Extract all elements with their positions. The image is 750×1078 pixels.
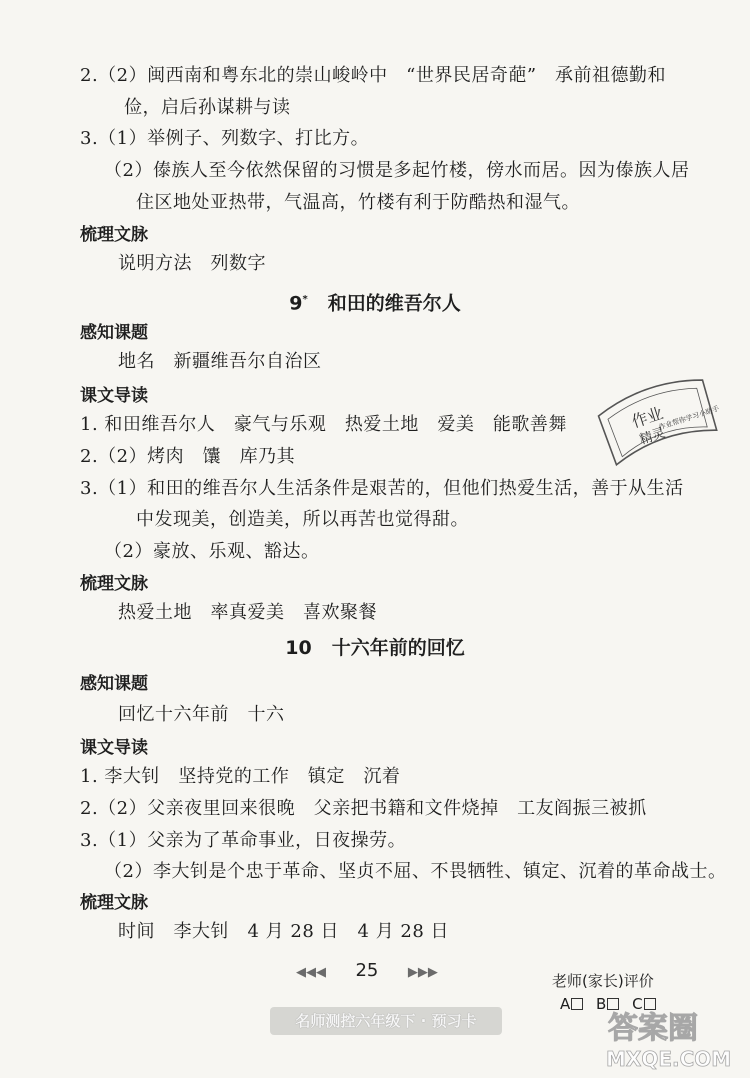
stamp-text: 精灵 [637,425,668,448]
next-arrows-icon: ▶▶▶ [407,965,438,980]
evaluation-label: 老师(家长)评价 [552,972,654,990]
grade-options: A B C [560,995,664,1013]
answer-line: 2.（2）闽西南和粤东北的崇山峻岭中 “世界民居奇葩” 承前祖德勤和 [80,65,667,86]
watermark-logo [600,1000,745,1072]
watermark-text: 答案圈 [608,1011,698,1046]
answer-line: 1. 李大钊 坚持党的工作 镇定 沉着 [80,766,401,787]
answer-line: 热爱土地 率真爱美 喜欢聚餐 [118,602,377,623]
answer-line: 俭，启后孙谋耕与读 [124,97,291,118]
answer-line: 3.（1）父亲为了革命事业，日夜操劳。 [80,830,407,851]
lesson-title: 9* 和田的维吾尔人 [289,292,461,315]
section-heading: 课文导读 [80,738,148,758]
answer-line: 中发现美，创造美，所以再苦也觉得甜。 [136,509,469,530]
section-heading: 梳理文脉 [80,225,148,245]
answer-line: 说明方法 列数字 [118,253,266,274]
stamp-text: 作业帮你学习小助手 [657,404,721,432]
answer-line: 2.（2）父亲夜里回来很晚 父亲把书籍和文件烧掉 工友阎振三被抓 [80,798,647,819]
prev-arrows-icon: ◀◀◀ [296,965,326,980]
stamp-logo [592,368,722,468]
section-heading: 梳理文脉 [80,893,148,913]
answer-line: （2）傣族人至今依然保留的习惯是多起竹楼，傍水而居。因为傣族人居 [104,160,690,181]
section-heading: 梳理文脉 [80,574,148,594]
section-heading: 感知课题 [80,674,148,694]
answer-line: 回忆十六年前 十六 [118,704,285,725]
answer-line: （2）李大钊是个忠于革命、坚贞不屈、不畏牺牲、镇定、沉着的革命战士。 [104,861,727,882]
watermark-url: MXQE.COM [606,1047,732,1071]
section-heading: 课文导读 [80,386,148,406]
page-number: ◀◀◀ 25 ▶▶▶ [296,960,438,981]
answer-line: （2）豪放、乐观、豁达。 [104,541,320,562]
answer-line: 时间 李大钊 4 月 28 日 4 月 28 日 [118,921,450,942]
answer-line: 1. 和田维吾尔人 豪气与乐观 热爱土地 爱美 能歌善舞 [80,414,567,435]
answer-line: 住区地处亚热带，气温高，竹楼有利于防酷热和湿气。 [136,192,580,213]
answer-line: 2.（2）烤肉 馕 库乃其 [80,446,296,467]
answer-line: 3.（1）和田的维吾尔人生活条件是艰苦的，但他们热爱生活，善于从生活 [80,478,684,499]
checkbox-a[interactable] [571,998,583,1010]
answer-line: 3.（1）举例子、列数字、打比方。 [80,128,370,149]
section-heading: 感知课题 [80,323,148,343]
answer-line: 地名 新疆维吾尔自治区 [118,351,322,372]
lesson-title: 10 十六年前的回忆 [285,637,465,659]
book-banner: 名师测控六年级下 · 预习卡 [270,1007,502,1035]
stamp-text: 作业 [629,403,666,432]
